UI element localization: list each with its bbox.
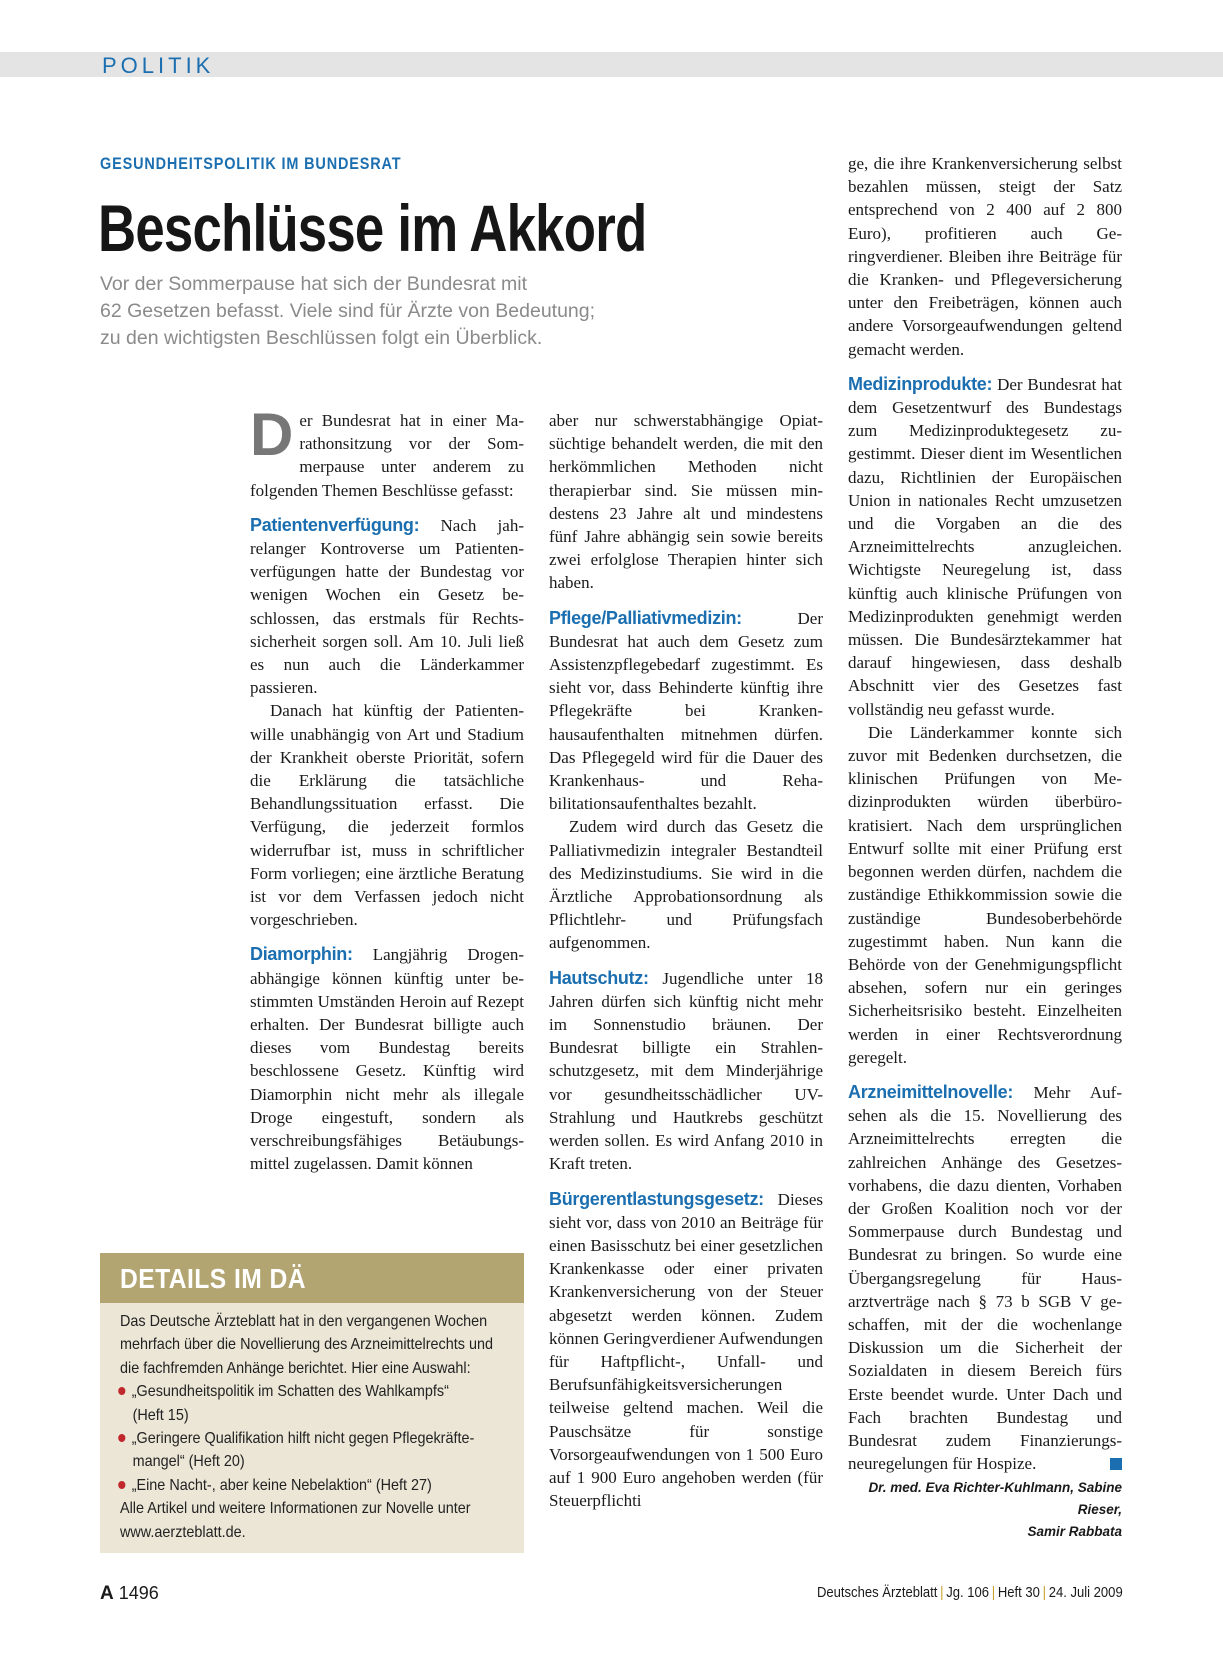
box-text: Alle Artikel und weitere Informationen zur Novelle unter — [120, 1500, 471, 1518]
bullet-icon — [118, 1387, 125, 1395]
page-number — [100, 1583, 159, 1605]
paragraph-text: Der Bundesrat hat auch dem Gesetz zum Assistenzpflegebedarf zugestimmt. Es sieht vor, dass Behinderte künftig ihre Pflegekräfte bei Krankenhausaufenthalten mitnehmen dürfen. Das Pflegegeld wird für die Dauer des Krankenhaus- und Rehabilitationsaufenthaltes bezahlt. — [549, 608, 823, 814]
page-number-value: 1496 — [118, 1583, 159, 1603]
section-heading: Medizinprodukte: — [848, 373, 993, 394]
article-title: Beschlüsse im Akkord — [98, 191, 647, 265]
paragraph: Zudem wird durch das Gesetz die Palliativmedizin integraler Bestandteil des Medizinstudiums. Sie wird in die Ärztliche Approbationsordnung als Pflichtlehr- und Prüfungsfach aufgenommen. — [549, 817, 823, 953]
section-diamorphin — [250, 943, 524, 1175]
byline-authors: Dr. med. Eva Richter-Kuhlmann, Sabine Rieser, — [868, 1480, 1122, 1518]
intro-paragraph — [250, 401, 524, 502]
section-medizinprodukte — [848, 373, 1122, 721]
paragraph: aber nur schwerstabhängige Opiatsüchtige behandelt werden, die mit den herkömmlichen Methoden nicht therapierbar sind. Sie müssen mindestens 23 Jahre alt und mindestens fünf Jahre abhängig sein sowie bereits zwei erfolglose Therapien hinter sich haben. — [549, 411, 823, 593]
section-heading: Pflege/Palliativmedizin: — [549, 607, 742, 628]
article-column-2 — [549, 409, 823, 1512]
article-kicker: GESUNDHEITSPOLITIK IM BUNDESRAT — [100, 154, 402, 173]
lead-line: Vor der Sommerpause hat sich der Bundesrat mit — [100, 273, 528, 295]
bullet-icon — [118, 1434, 125, 1442]
section-hautschutz — [549, 967, 823, 1176]
box-text: mehrfach über die Novellierung des Arzneimittelrechts und — [120, 1336, 493, 1354]
list-item-text: „Eine Nacht-, aber keine Nebelaktion“ (Heft 27) — [131, 1476, 432, 1494]
details-box-title — [100, 1253, 524, 1303]
journal-info: Deutsches Ärzteblatt | Jg. 106 | Heft 30 | 24. Juli 2009 — [817, 1585, 1123, 1601]
drop-cap: D — [250, 401, 294, 468]
section-heading: Patientenverfügung: — [250, 514, 420, 535]
article-column-1 — [250, 401, 524, 1176]
section-heading: Arzneimittelnovelle: — [848, 1081, 1014, 1102]
section-pflege — [549, 607, 823, 816]
box-list-item — [120, 1427, 475, 1450]
journal-volume: Jg. 106 — [946, 1585, 990, 1601]
byline-authors: Samir Rabbata — [1027, 1524, 1122, 1540]
section-buergerentlastung — [549, 1188, 823, 1513]
end-mark-icon — [1110, 1458, 1122, 1470]
section-arzneimittelnovelle — [848, 1081, 1122, 1475]
article-lead — [100, 271, 750, 352]
details-box-title-text: DETAILS IM DÄ — [120, 1263, 306, 1294]
section-heading: Diamorphin: — [250, 944, 353, 965]
paragraph-text: Dieses sieht vor, dass von 2010 an Beiträge für einen Basisschutz bei einer gesetzlichen Krankenkasse oder einer privaten Krankenversicherung von der Steuer abgesetzt werden können. Zudem können Geringverdiener Aufwendungen für Haftpflicht-, Unfall- und Berufsunfähigkeitsversicherungen teilweise geltend machen. Weil die Pauschsätze für sonstige Vorsorgeaufwendungen von 1 500 Euro auf 1 900 Euro angehoben werden (für Steuerpflichti — [549, 1189, 823, 1511]
paragraph: ge, die ihre Krankenversicherung selbst bezahlen müssen, steigt der Satz entsprechend von 2 400 auf 2 800 Euro), profitieren auch Geringverdiener. Bleiben ihre Beiträge für die Kranken- und Pflegeversicherung unter den Freibeträgen, können auch andere Vorsorgeaufwendungen geltend gemacht werden. — [848, 154, 1122, 359]
box-list-item — [120, 1380, 467, 1403]
paragraph-text: Der Bundesrat hat dem Gesetzentwurf des Bundestags zum Medizinproduktegesetz zugestimmt. Dieser dient im Wesentlichen dazu, Richtlinien der Europäischen Union in nationales Recht umzusetzen und die Vorgaben an die des Arzneimittelrechts anzugleichen. Wichtigste Neuregelung ist, dass künftig auch klinische Prüfungen von Medizinprodukten genehmigt werden müssen. Die Bundesärztekammer hat darauf hingewiesen, dass deshalb Abschnitt vier des Gesetzes fast vollständig neu gefasst wurde. — [848, 374, 1122, 719]
section-heading: Hautschutz: — [549, 967, 649, 988]
box-link-text: www.aerzteblatt.de. — [120, 1523, 246, 1541]
paragraph-text: Jugendliche unter 18 Jahren dürfen sich künftig nicht mehr im Sonnenstudio bräunen. Der Bundesrat billigte ein Strahlenschutzgesetz, mit dem Minderjährige vor gesundheitsschädlicher UV-Strahlung und Hautkrebs geschützt werden sollen. Es wird Anfang 2010 in Kraft treten. — [549, 968, 823, 1174]
lead-line: zu den wichtigsten Beschlüssen folgt ein Überblick. — [100, 327, 543, 349]
paragraph-text: Langjährig Drogenabhängige können künftig unter bestimmten Umständen Heroin auf Rezept erhalten. Der Bundesrat billigte auch dieses vom Bundestag bereits beschlossene Gesetz. Künftig wird Diamorphin nicht mehr als illegale Droge eingestuft, sondern als verschreibungsfähiges Betäubungsmittel zugelassen. Damit können — [250, 945, 524, 1174]
section-patientenverfuegung — [250, 514, 524, 700]
lead-line: 62 Gesetzen befasst. Viele sind für Ärzte von Bedeutung; — [100, 300, 596, 322]
box-list-item-cont: (Heft 15) — [132, 1406, 189, 1424]
paragraph-text: Mehr Aufsehen als die 15. Novellierung des Arzneimittelrechts erregten die zahlreichen Anhänge des Gesetzesvorhabens, die dazu dienten, Vorhaben der Großen Koalition noch vor der Sommerpause durch Bundestag und Bundesrat zu bringen. So wurde eine Übergangsregelung für Hausarztverträge nach § 73 b SGB V geschaffen, mit der die wochenlange Diskussion um die Sicherheit der Sozialdaten in diesem Bereich fürs Erste beendet wurde. Unter Dach und Fach brachten Bundestag und Bundesrat zudem Finanzierungsneuregelungen für Hospize. — [848, 1082, 1123, 1474]
details-box — [100, 1253, 524, 1553]
box-list-item-cont: mangel“ (Heft 20) — [132, 1453, 245, 1471]
list-item-text: „Gesundheitspolitik im Schatten des Wahlkampfs“ — [131, 1383, 449, 1401]
details-box-body — [100, 1303, 524, 1544]
paragraph: Die Länderkammer konnte sich zuvor mit Bedenken durchsetzen, die klinischen Prüfungen von Medizinprodukten würden überbürokratisiert. Nach dem ursprünglichen Entwurf sollte mit einer Prüfung erst begonnen werden dürfen, nachdem die zuständige Ethikkommission sowie die zuständige Bundesoberbehörde zugestimmt haben. Nun kann die Behörde von der Genehmigungspflicht absehen, sofern nur ein geringes Sicherheitsrisiko besteht. Einzelheiten werden in einer Rechtsverordnung geregelt. — [848, 722, 1122, 1067]
list-item-text: „Geringere Qualifikation hilft nicht gegen Pflegekräfte- — [131, 1430, 475, 1448]
section-label: POLITIK — [102, 53, 215, 78]
paragraph-text: Nach jahrelanger Kontroverse um Patientenverfügungen hatte der Bundestag vor wenigen Wochen ein Gesetz beschlossen, das erstmals für Rechtssicherheit sorgen soll. Am 10. Juli ließ es nun auch die Länderkammer passieren. — [250, 515, 524, 698]
box-text: Das Deutsche Ärzteblatt hat in den vergangenen Wochen — [120, 1313, 488, 1330]
bullet-icon — [118, 1481, 125, 1489]
paragraph: Danach hat künftig der Patientenwille unabhängig von Art und Stadium der Krankheit oberste Priorität, sofern die Erklärung die tatsächliche Behandlungssituation erfasst. Die Verfügung, die jederzeit formlos widerrufbar ist, muss in schriftlicher Form vorliegen; eine ärztliche Beratung ist vor dem Verfassen jedoch nicht vorgeschrieben. — [250, 701, 524, 930]
journal-date: 24. Juli 2009 — [1048, 1585, 1123, 1601]
article-column-3 — [848, 152, 1122, 1543]
box-text: die fachfremden Anhänge berichtet. Hier eine Auswahl: — [120, 1359, 471, 1377]
byline — [848, 1477, 1122, 1543]
intro-text: er Bundesrat hat in einer Marathonsitzung vor der Sommerpause unter anderem zu folgenden Themen Beschlüsse gefasst: — [250, 411, 524, 500]
journal-name: Deutsches Ärzteblatt — [817, 1585, 938, 1601]
journal-issue: Heft 30 — [998, 1585, 1041, 1601]
box-list-item — [120, 1474, 467, 1497]
section-heading: Bürgerentlastungsgesetz: — [549, 1188, 764, 1209]
page-prefix: A — [100, 1583, 114, 1604]
